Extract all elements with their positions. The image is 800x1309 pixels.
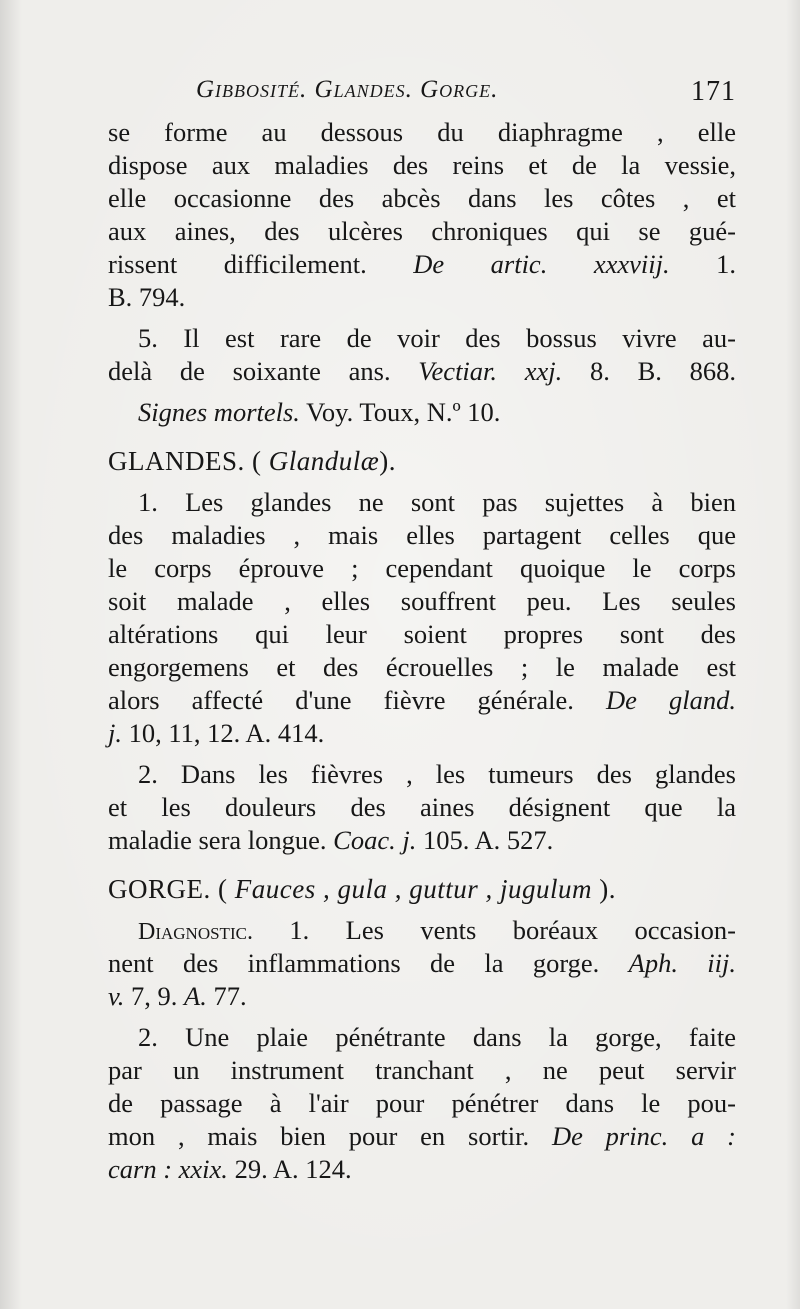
citation-ref: B. 794. bbox=[108, 282, 186, 312]
text-line bbox=[108, 281, 736, 314]
page-body bbox=[108, 116, 736, 1186]
text-line: des maladies , mais elles partagent celles que bbox=[108, 520, 736, 550]
citation: v. bbox=[108, 981, 125, 1011]
heading-word: GLANDES. bbox=[108, 446, 245, 476]
citation-ref: 77. bbox=[213, 981, 247, 1011]
text-line: se forme au dessous du diaphragme , elle bbox=[108, 117, 736, 147]
citation-ref: 29. A. 124. bbox=[234, 1154, 352, 1184]
line-text: nent des inflammations de la gorge. bbox=[108, 948, 600, 978]
text-line: soit malade , elles souffrent peu. Les seules bbox=[108, 586, 736, 616]
text-line bbox=[108, 717, 736, 750]
line-text: delà de soixante ans. bbox=[108, 356, 391, 386]
text-line bbox=[108, 248, 736, 281]
citation: De artic. xxxviij. bbox=[413, 249, 670, 279]
page-number: 171 bbox=[691, 76, 736, 107]
text-line bbox=[108, 355, 736, 388]
text-line: elle occasionne des abcès dans les côtes , et bbox=[108, 183, 736, 213]
paragraph-item-5: 5. Il est rare de voir des bossus vivre au- bbox=[138, 323, 736, 353]
cross-reference-label: Signes mortels. bbox=[138, 397, 300, 427]
text-line bbox=[108, 947, 736, 980]
latin-term: Glandulæ bbox=[268, 446, 380, 476]
line-text: maladie sera longue. bbox=[108, 825, 327, 855]
paragraph-item-1: 1. Les glandes ne sont pas sujettes à bien bbox=[138, 487, 736, 517]
line-text: mon , mais bien pour en sortir. bbox=[108, 1121, 530, 1151]
diagnostic-label: Diagnostic. bbox=[138, 919, 253, 945]
section-heading-glandes: GLANDES. ( Glandulæ). bbox=[108, 446, 397, 476]
citation: Coac. j. bbox=[333, 825, 417, 855]
citation-ref: 10, 11, 12. A. 414. bbox=[128, 718, 325, 748]
citation: De princ. a : bbox=[551, 1121, 736, 1151]
citation-ref: 1. bbox=[716, 249, 736, 279]
text-line bbox=[108, 1153, 736, 1186]
line-text: 1. Les vents boréaux occasion- bbox=[289, 915, 736, 945]
line-text: alors affecté d'une fièvre générale. bbox=[108, 685, 574, 715]
paragraph-item-2: 2. Dans les fièvres , les tumeurs des glandes bbox=[138, 759, 736, 789]
citation: j. bbox=[108, 718, 122, 748]
citation: A. bbox=[184, 981, 207, 1011]
citation: De gland. bbox=[606, 685, 737, 715]
citation: Vectiar. xxj. bbox=[418, 356, 563, 386]
line-text: rissent difficilement. bbox=[108, 249, 367, 279]
cross-reference-target: Voy. Toux, N.º 10. bbox=[306, 397, 501, 427]
citation-ref: 8. B. 868. bbox=[590, 356, 736, 386]
text-line: de passage à l'air pour pénétrer dans le pou- bbox=[108, 1088, 736, 1118]
text-line: engorgemens et des écrouelles ; le malade est bbox=[108, 652, 736, 682]
text-line: par un instrument tranchant , ne peut servir bbox=[108, 1055, 736, 1085]
running-header bbox=[196, 76, 741, 116]
citation: Aph. iij. bbox=[628, 948, 737, 978]
paragraph-item-2-gorge: 2. Une plaie pénétrante dans la gorge, faite bbox=[138, 1022, 736, 1052]
text-line bbox=[108, 980, 736, 1013]
text-line: le corps éprouve ; cependant quoique le corps bbox=[108, 553, 736, 583]
text-line: et les douleurs des aines désignent que la bbox=[108, 792, 736, 822]
latin-term: Fauces , gula , guttur , jugulum bbox=[234, 874, 592, 904]
citation-ref: 105. A. 527. bbox=[422, 825, 554, 855]
heading-word: GORGE. bbox=[108, 874, 211, 904]
text-line: dispose aux maladies des reins et de la vessie, bbox=[108, 150, 736, 180]
text-line bbox=[108, 824, 736, 857]
section-heading-gorge: GORGE. ( Fauces , gula , guttur , jugulum ). bbox=[108, 874, 616, 904]
text-line bbox=[108, 1120, 736, 1153]
paragraph-diagnostic bbox=[108, 914, 736, 947]
citation-ref: 7, 9. bbox=[131, 981, 178, 1011]
text-line: altérations qui leur soient propres sont des bbox=[108, 619, 736, 649]
text-line: aux aines, des ulcères chroniques qui se gué- bbox=[108, 216, 736, 246]
running-title: Gibbosité. Glandes. Gorge. bbox=[196, 76, 499, 103]
cross-reference bbox=[108, 396, 736, 429]
text-line bbox=[108, 684, 736, 717]
citation: carn : xxix. bbox=[108, 1154, 228, 1184]
